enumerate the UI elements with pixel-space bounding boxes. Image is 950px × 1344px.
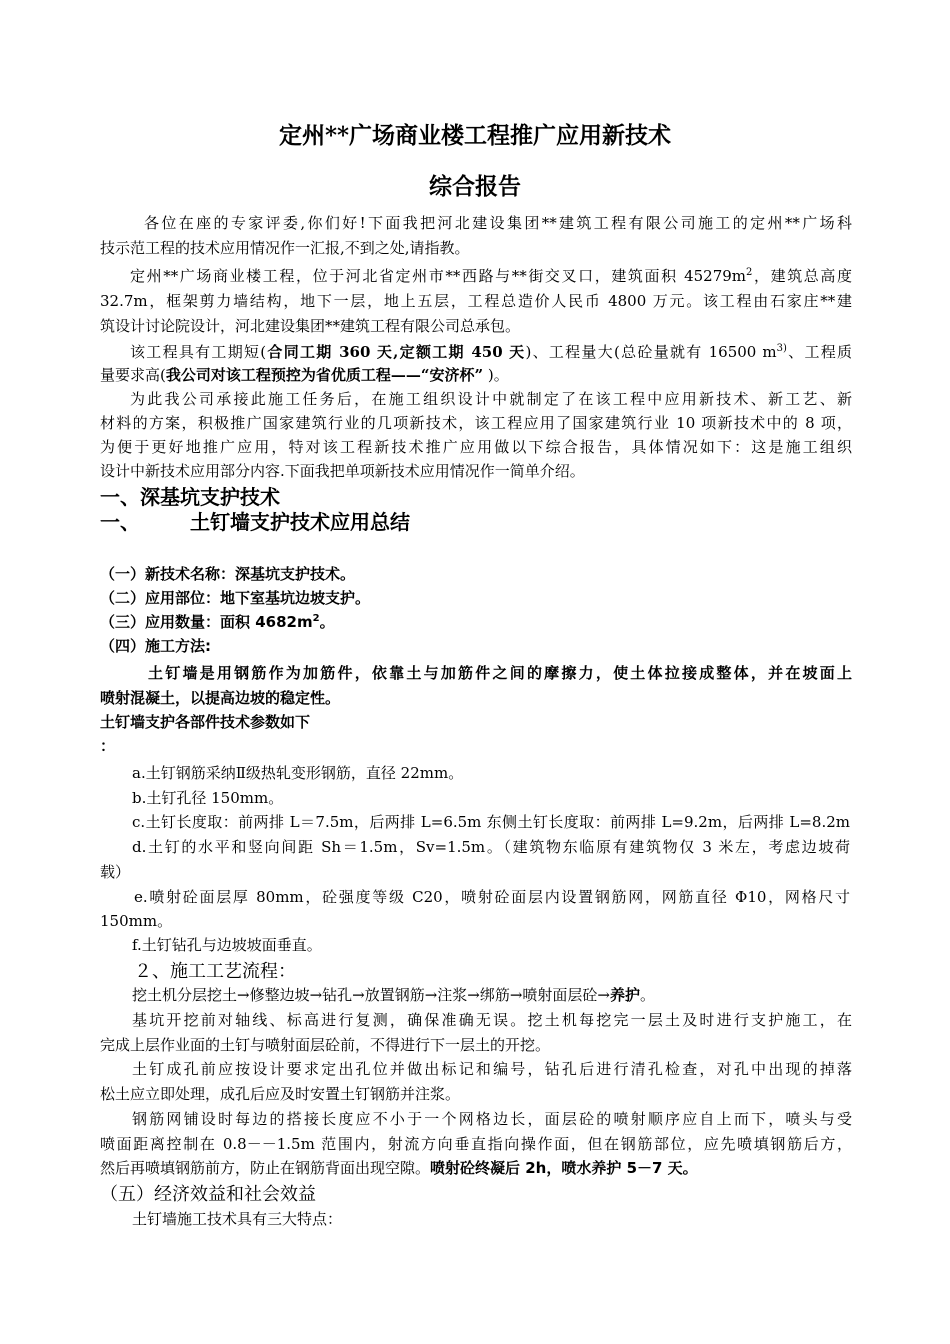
intro-p3-line2: 量要求高(我公司对该工程预控为省优质工程——“安济杯” )。 (100, 366, 509, 384)
bold-text: 养护 (609, 986, 640, 1004)
param-e-line2: 150mm。 (100, 912, 173, 930)
subsection-number: 一、 (100, 510, 140, 534)
intro-p3-line1: 该工程具有工期短(合同工期 360 天,定额工期 450 天)、工程量大(总砼量就有 16500 $m^{3)}$、工程质 (130, 343, 853, 361)
bold-text: 合同工期 360 天,定额工期 450 天 (266, 343, 526, 361)
benefit-heading: （五）经济效益和社会效益 (100, 1184, 316, 1205)
intro-p1-line1: 各位在座的专家评委,你们好!下面我把河北建设集团**建筑工程有限公司施工的定州**广场科 (144, 214, 852, 232)
param-f: f.土钉钻孔与边坡坡面垂直。 (132, 936, 322, 954)
document-subtitle: 综合报告 (429, 173, 521, 200)
bold-text: 我公司对该工程预控为省优质工程——“安济杯” (165, 366, 484, 384)
intro-p4-line4: 设计中新技术应用部分内容.下面我把单项新技术应用情况作一简单介绍。 (100, 462, 585, 480)
params-intro: 土钉墙支护各部件技术参数如下 (100, 713, 311, 731)
subsection-title: 土钉墙支护技术应用总结 (190, 510, 410, 534)
item-name: （一）新技术名称：深基坑支护技术。 (100, 565, 356, 583)
item-method: （四）施工方法: (100, 637, 211, 655)
superscript: 3) (776, 343, 787, 354)
param-d-line1: d.土钉的水平和竖向间距 Sh＝1.5m，Sv=1.5m。（建筑物东临原有建筑物仅 3 米左，考虑边坡荷 (132, 838, 850, 856)
flow-p3-line2: 喷面距离控制在 0.8－－1.5m 范围内，射流方向垂直指向操作面，但在钢筋部位，应先喷填钢筋后方， (100, 1135, 852, 1153)
flow-p2-line2: 松土应立即处理，成孔后应及时安置土钉钢筋并注浆。 (100, 1085, 461, 1103)
param-d-line2: 载） (100, 863, 131, 881)
superscript: 2 (312, 613, 320, 624)
flow-p1-line1: 基坑开挖前对轴线、标高进行复测，确保准确无误。挖土机每挖完一层土及时进行支护施工，在 (132, 1011, 852, 1029)
intro-p4-line3: 为便于更好地推广应用，特对该工程新技术推广应用做以下综合报告，具体情况如下：这是施工组织 (100, 438, 852, 456)
intro-p4-line2: 材料的方案，积极推广国家建筑行业的几项新技术，该工程应用了国家建筑行业 10 项新技术中的 8 项， (100, 414, 852, 432)
flow-p3-line1: 钢筋网铺设时每边的搭接长度应不小于一个网格边长，面层砼的喷射顺序应自上而下，喷头与受 (132, 1110, 852, 1128)
flow-heading: ２、施工工艺流程： (134, 961, 296, 982)
flow-p2-line1: 土钉成孔前应按设计要求定出孔位并做出标记和编号，钻孔后进行清孔检查，对孔中出现的掉落 (132, 1060, 852, 1078)
section-heading: 一、深基坑支护技术 (100, 485, 280, 509)
bold-text: 喷射砼终凝后 2h，喷水养护 5－7 天。 (430, 1159, 698, 1177)
intro-p2-line1: 定州**广场商业楼工程，位于河北省定州市**西路与**街交叉口，建筑面积 $45279m^2$，建筑总高度 (130, 267, 852, 285)
method-line2: 喷射混凝土，以提高边坡的稳定性。 (100, 689, 341, 707)
params-colon: ： (100, 737, 116, 755)
method-line1: 土钉墙是用钢筋作为加筋件，依靠土与加筋件之间的摩擦力，使土体拉接成整体，并在坡面上 (148, 664, 852, 682)
flow-p1-line2: 完成上层作业面的土钉与喷射面层砼前，不得进行下一层土的开挖。 (100, 1036, 551, 1054)
benefit-line1: 土钉墙施工技术具有三大特点： (132, 1210, 343, 1228)
superscript: 2 (746, 267, 753, 278)
flow-p3-line3: 然后再喷填钢筋前方，防止在钢筋背面出现空隙。喷射砼终凝后 2h，喷水养护 5－7 天。 (100, 1159, 698, 1177)
param-b: b.土钉孔径 150mm。 (132, 789, 284, 807)
param-c: c.土钉长度取：前两排 L＝7.5m，后两排 L=6.5m 东侧土钉长度取：前两排 L=9.2m，后两排 L=8.2m (132, 813, 850, 831)
intro-p2-line3: 筑设计讨论院设计，河北建设集团**建筑工程有限公司总承包。 (100, 317, 521, 335)
flow-steps: 挖土机分层挖土→修整边坡→钻孔→放置钢筋→注浆→绑筋→喷射面层砼→养护。 (132, 986, 656, 1004)
item-location: （二）应用部位：地下室基坑边坡支护。 (100, 589, 371, 607)
intro-p2-line2: 32.7m，框架剪力墙结构，地下一层，地上五层，工程总造价人民币 4800 万元。该工程由石家庄**建 (100, 292, 852, 310)
item-quantity: （三）应用数量：面积 $4682m^2$。 (100, 613, 335, 631)
intro-p4-line1: 为此我公司承接此施工任务后，在施工组织设计中就制定了在该工程中应用新技术、新工艺、新 (130, 390, 852, 408)
document-title: 定州**广场商业楼工程推广应用新技术 (278, 122, 672, 149)
param-e-line1: e.喷射砼面层厚 80mm，砼强度等级 C20，喷射砼面层内设置钢筋网，网筋直径 Φ10，网格尺寸 (134, 888, 850, 906)
intro-p1-line2: 技示范工程的技术应用情况作一汇报,不到之处,请指教。 (100, 239, 470, 257)
param-a: a.土钉钢筋采纳Ⅱ级热轧变形钢筋，直径 22mm。 (132, 764, 464, 782)
